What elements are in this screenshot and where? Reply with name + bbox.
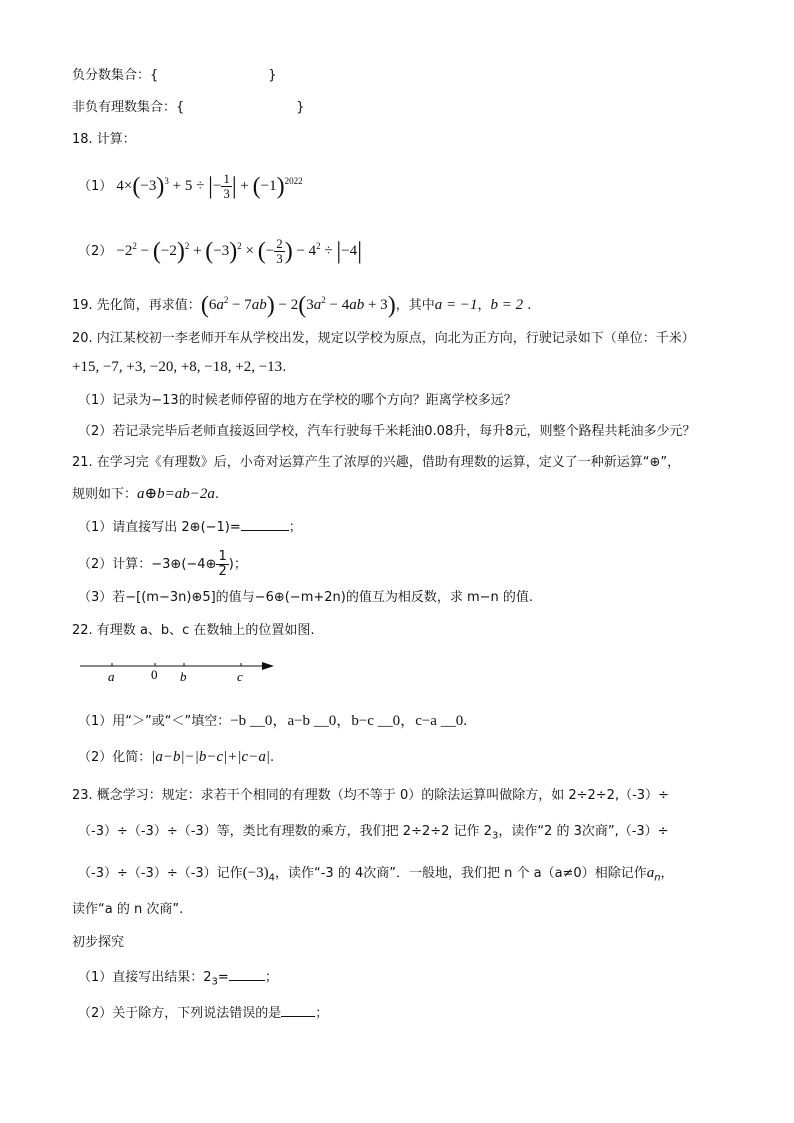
q21-p1-lead: （1）请直接写出 2⊕(−1)= <box>78 520 241 535</box>
q23-line3-an-sub: n <box>654 872 661 884</box>
q23-line2-b: ，读作“2 的 3次商”,（-3）÷ <box>498 824 669 839</box>
q21-part1 <box>78 518 302 537</box>
q18-stem: 18. 计算： <box>72 132 136 147</box>
negative-set-close: } <box>268 68 277 83</box>
q20-part2: （2）若记录完毕后老师直接返回学校，汽车行驶每千米耗油0.08升，每升8元，则整个路程共耗油多少元？ <box>78 424 696 439</box>
q23-p1-eq: = <box>217 970 229 985</box>
q20-part1: （1）记录为−13的时候老师停留的地方在学校的哪个方向？距离学校多远？ <box>78 393 517 408</box>
number-line-figure <box>78 656 278 686</box>
label-b: b <box>180 669 187 684</box>
q20-records-line <box>72 358 286 377</box>
nonnegative-rational-set <box>72 99 305 117</box>
negative-set-label: 负分数集合：{ <box>72 68 159 83</box>
q18-p2-label: （2） <box>78 244 113 259</box>
q21-rule <box>72 485 219 504</box>
q21-p2-numerator: 1 <box>218 549 227 564</box>
q23-line3-expr: (−3) <box>242 865 269 881</box>
negative-fraction-set <box>72 67 277 85</box>
nonneg-set-label: 非负有理数集合：{ <box>72 100 185 115</box>
q23-line3-sub: 4 <box>268 872 275 884</box>
q21-rule-end: . <box>214 487 219 502</box>
q23-stem-line4: 读作“a 的 n 次商”. <box>72 902 184 917</box>
q20-records: +15, −7, +3, −20, +8, −18, +2, −13 <box>72 359 283 375</box>
q21-part2 <box>78 550 247 579</box>
q21-p1-end: ； <box>288 520 302 535</box>
nonneg-set-close: } <box>296 100 305 115</box>
q23-part1 <box>78 968 278 992</box>
q23-stem-line1: 23. 概念学习：规定：求若干个相同的有理数（均不等于 0）的除法运算叫做除方，如 2÷2÷2,（-3）÷ <box>72 788 669 803</box>
q21-rule-lead: 规则如下： <box>72 487 138 502</box>
q23-line3-end: ， <box>660 866 674 881</box>
q22-p1-item3: b−c __0， <box>351 713 416 729</box>
q20-records-end: . <box>282 360 287 375</box>
q22-p1-item4: c−a __0. <box>415 713 467 729</box>
q23-p2-lead: （2）关于除方，下列说法错误的是 <box>78 1006 282 1021</box>
q23-p1-end: ； <box>264 970 278 985</box>
q21-stem: 21. 在学习完《有理数》后，小奇对运算产生了浓厚的兴趣，借助有理数的运算，定义了一种新运算“⊕”， <box>72 455 681 470</box>
q22-p1-item1: −b __0， <box>230 713 288 729</box>
q19-cond-b: b = 2 <box>490 297 524 313</box>
q18-p1-label: （1） <box>78 179 113 194</box>
q19-lead: 19. 先化简，再求值： <box>72 298 201 313</box>
q21-p2-fraction <box>216 550 228 579</box>
q19-expression: $(6a^2 - 7ab) - 2(3a^2 - 4ab + 3)$ <box>200 292 396 319</box>
q21-part3: （3）若−[(m−3n)⊕5]的值与−6⊕(−m+2n)的值互为相反数，求 m−n 的值. <box>78 590 534 605</box>
q19-cond-a: a = −1 <box>434 297 478 313</box>
q23-p2-end: ； <box>315 1006 329 1021</box>
q22-part2 <box>78 748 274 767</box>
q23-p2-answer-blank[interactable] <box>281 1004 315 1017</box>
q18-p2-expression: $-2^2 - (-2)^2 + (-3)^2$ × (− $\frac{2}{3}$ ) − $4^2 \div |-4|$ <box>116 236 362 267</box>
q23-p1-sub: 3 <box>211 976 218 988</box>
q23-stem-line2 <box>78 823 669 846</box>
q19-sep: ， <box>477 298 491 313</box>
q21-rule-expr: a⊕b=ab−2a <box>137 486 215 502</box>
q23-line3-a: （-3）÷（-3）÷（-3）记作 <box>78 866 243 881</box>
q22-stem: 22. 有理数 a、b、c 在数轴上的位置如图. <box>72 623 315 638</box>
q18-part2 <box>78 237 362 266</box>
q21-p2-lead: （2）计算：−3⊕(−4⊕ <box>78 557 217 572</box>
q22-p2-lead: （2）化简： <box>78 750 152 765</box>
q20-stem: 20. 内江某校初一李老师开车从学校出发，规定以学校为原点，向北为正方向，行驶记录如下（单位：千米） <box>72 331 695 346</box>
q22-p1-item2: a−b __0， <box>287 713 352 729</box>
q23-p1-lead: （1）直接写出结果：2 <box>78 970 212 985</box>
q18-part1 <box>78 172 303 201</box>
q23-p1-answer-blank[interactable] <box>229 968 265 981</box>
q23-part2 <box>78 1004 328 1023</box>
q22-p2-end: . <box>269 750 275 765</box>
q23-section-title: 初步探究 <box>72 935 125 950</box>
q19-end: . <box>527 298 532 313</box>
q22-p1-lead: （1）用“＞”或“＜”填空： <box>78 714 231 729</box>
q18-p1-expression: $4\times(-3)^3 + 5$ ÷ |− $\frac{1}{3}$ | + $(-1)^{2022}$ <box>116 171 303 202</box>
q19-tail: ，其中 <box>395 298 435 313</box>
label-zero: 0 <box>151 667 158 682</box>
q23-stem-line3 <box>78 864 674 888</box>
q21-p2-end: )； <box>228 557 247 572</box>
q23-line2-sub: 3 <box>491 830 499 842</box>
number-line-arrow <box>262 662 274 670</box>
q23-line3-b: ，读作“-3 的 4次商”．一般地，我们把 n 个 a（a≠0）相除记作 <box>275 866 647 881</box>
q21-p1-answer-blank[interactable] <box>241 518 289 531</box>
q22-p2-expr: |a−b|−|b−c|+|c−a| <box>151 749 270 765</box>
q23-line3-an: a <box>646 865 655 881</box>
q22-part1 <box>78 712 467 731</box>
q19 <box>72 291 532 319</box>
label-a: a <box>108 669 115 684</box>
q23-line2-a: （-3）÷（-3）÷（-3）等，类比有理数的乘方，我们把 2÷2÷2 记作 2 <box>78 824 492 839</box>
q21-p2-denominator: 2 <box>218 564 227 579</box>
label-c: c <box>237 669 243 684</box>
